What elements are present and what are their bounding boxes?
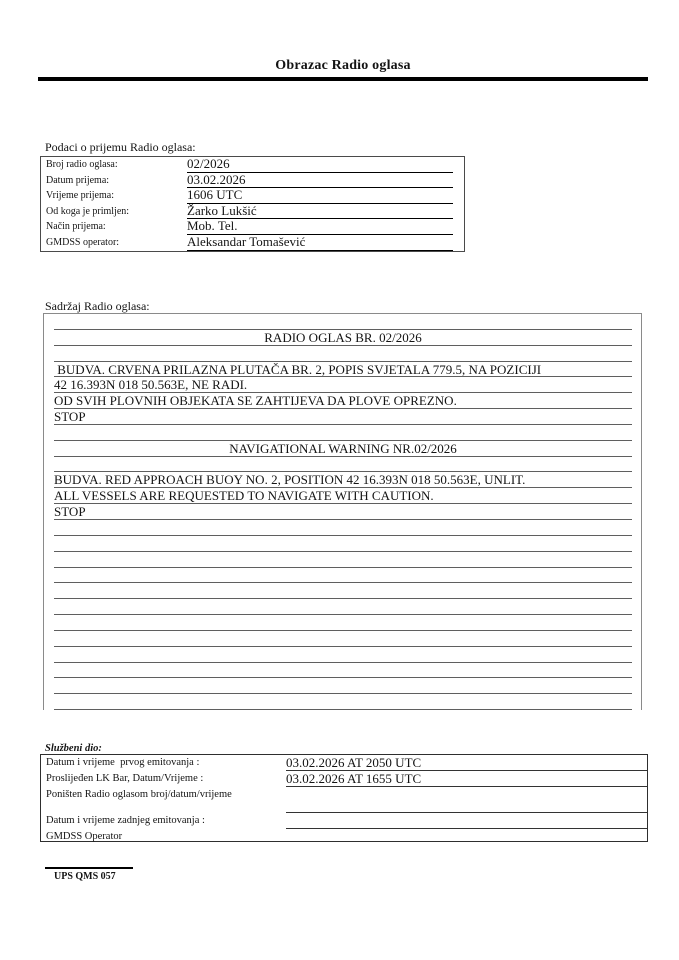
official-field-value[interactable]: 03.02.2026 AT 1655 UTC bbox=[286, 772, 647, 788]
content-line[interactable]: 42 16.393N 018 50.563E, NE RADI. bbox=[54, 377, 632, 393]
form-code-label: UPS QMS 057 bbox=[45, 867, 133, 882]
official-field-label: Datum i vrijeme prvog emitovanja : bbox=[46, 757, 200, 768]
official-field-value[interactable]: 03.02.2026 AT 2050 UTC bbox=[286, 756, 647, 772]
reception-row bbox=[41, 204, 464, 220]
title-divider-rule bbox=[38, 77, 648, 81]
reception-row bbox=[41, 173, 464, 189]
content-section-heading: Sadržaj Radio oglasa: bbox=[45, 299, 150, 313]
content-line-blank[interactable] bbox=[54, 694, 632, 710]
reception-table bbox=[40, 156, 465, 252]
content-line[interactable]: STOP bbox=[54, 504, 632, 520]
official-row bbox=[41, 787, 647, 813]
content-line[interactable]: NAVIGATIONAL WARNING NR.02/2026 bbox=[54, 441, 632, 457]
content-line[interactable]: ALL VESSELS ARE REQUESTED TO NAVIGATE WITH CAUTION. bbox=[54, 488, 632, 504]
reception-section-heading: Podaci o prijemu Radio oglasa: bbox=[45, 140, 196, 154]
official-field-value[interactable] bbox=[286, 828, 647, 829]
content-line-blank[interactable] bbox=[54, 314, 632, 330]
reception-field-label: Datum prijema: bbox=[46, 174, 110, 186]
content-line-blank[interactable] bbox=[54, 678, 632, 694]
official-field-label: GMDSS Operator bbox=[46, 831, 123, 842]
content-line-blank[interactable] bbox=[54, 615, 632, 631]
content-line[interactable]: OD SVIH PLOVNIH OBJEKATA SE ZAHTIJEVA DA PLOVE OPREZNO. bbox=[54, 393, 632, 409]
official-field-label: Datum i vrijeme zadnjeg emitovanja : bbox=[46, 815, 205, 826]
content-box bbox=[43, 313, 642, 710]
content-line[interactable]: BUDVA. RED APPROACH BUOY NO. 2, POSITION 42 16.393N 018 50.563E, UNLIT. bbox=[54, 472, 632, 488]
content-line-blank[interactable] bbox=[54, 457, 632, 473]
reception-row bbox=[41, 219, 464, 235]
reception-row bbox=[41, 188, 464, 204]
official-section-heading: Službeni dio: bbox=[45, 743, 102, 754]
content-line-blank[interactable] bbox=[54, 663, 632, 679]
content-line-blank[interactable] bbox=[54, 631, 632, 647]
reception-field-value[interactable]: Mob. Tel. bbox=[187, 219, 453, 235]
content-line[interactable]: BUDVA. CRVENA PRILAZNA PLUTAČA BR. 2, POPIS SVJETALA 779.5, NA POZICIJI bbox=[54, 362, 632, 378]
content-line-blank[interactable] bbox=[54, 425, 632, 441]
content-line-blank[interactable] bbox=[54, 520, 632, 536]
content-line-blank[interactable] bbox=[54, 536, 632, 552]
content-line-blank[interactable] bbox=[54, 599, 632, 615]
page-title: Obrazac Radio oglasa bbox=[275, 58, 411, 73]
content-line-blank[interactable] bbox=[54, 552, 632, 568]
reception-field-label: Vrijeme prijema: bbox=[46, 190, 114, 202]
content-line[interactable]: RADIO OGLAS BR. 02/2026 bbox=[54, 330, 632, 346]
official-row bbox=[41, 771, 647, 787]
reception-field-label: Način prijema: bbox=[46, 221, 106, 233]
reception-field-value[interactable]: 1606 UTC bbox=[187, 188, 453, 204]
official-row bbox=[41, 813, 647, 829]
content-line-blank[interactable] bbox=[54, 568, 632, 584]
official-row bbox=[41, 829, 647, 845]
content-line-blank[interactable] bbox=[54, 647, 632, 663]
reception-field-label: Broj radio oglasa: bbox=[46, 159, 118, 171]
reception-row bbox=[41, 157, 464, 173]
reception-field-value[interactable]: 03.02.2026 bbox=[187, 173, 453, 189]
reception-field-label: Od koga je primljen: bbox=[46, 205, 130, 217]
content-line-blank[interactable] bbox=[54, 346, 632, 362]
reception-row bbox=[41, 235, 464, 251]
content-line-blank[interactable] bbox=[54, 583, 632, 599]
reception-field-value[interactable]: Žarko Lukšić bbox=[187, 204, 453, 220]
reception-field-value[interactable]: 02/2026 bbox=[187, 157, 453, 173]
reception-field-label: GMDSS operator: bbox=[46, 237, 120, 249]
official-field-label: Poništen Radio oglasom broj/datum/vrijeme bbox=[46, 789, 232, 800]
official-row bbox=[41, 755, 647, 771]
official-field-label: Proslijeđen LK Bar, Datum/Vrijeme : bbox=[46, 773, 204, 784]
reception-field-value[interactable]: Aleksandar Tomašević bbox=[187, 235, 453, 251]
content-line[interactable]: STOP bbox=[54, 409, 632, 425]
official-field-value[interactable] bbox=[286, 812, 647, 813]
official-table bbox=[40, 754, 648, 842]
